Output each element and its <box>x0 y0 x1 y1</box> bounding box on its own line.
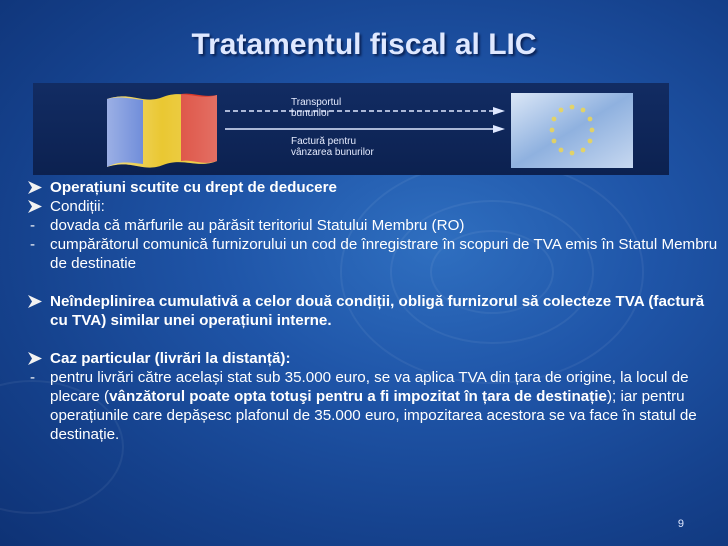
bullet-item <box>28 292 718 330</box>
transport-banner-image <box>33 83 669 175</box>
romania-flag-icon <box>103 89 221 171</box>
dash-marker: - <box>30 369 36 386</box>
dash-text: dovada că mărfurile au părăsit teritoriul Statului Membru (RO) <box>50 217 465 234</box>
arrow-bullet-icon <box>28 178 46 194</box>
bullet-item <box>28 349 718 368</box>
page-number: 9 <box>677 518 684 530</box>
arrow-bullet-icon <box>28 349 46 365</box>
arrow-label-line: Factură pentru <box>291 136 357 147</box>
bullet-text: Caz particular (livrări la distanță): <box>50 350 291 367</box>
bullet-text: Operațiuni scutite cu drept de deducere <box>50 179 337 196</box>
arrow-bullet-icon <box>28 197 46 213</box>
arrow-label-line: vânzarea bunurilor <box>291 147 374 158</box>
dash-text-bold: vânzătorul poate opta totuşi pentru a fi impozitat în țara de destinație <box>109 388 607 405</box>
bullet-item <box>28 197 718 216</box>
transport-arrows <box>223 83 513 175</box>
dash-text: pentru livrări către același stat sub 35.000 euro, se va aplica TVA din țara de origine, la locul de plecare ( <box>50 369 689 405</box>
dash-marker: - <box>30 217 36 234</box>
bullet-text: Neîndeplinirea cumulativă a celor două condiții, obligă furnizorul să colecteze TVA (factură cu TVA) similar unei operațiuni interne. <box>50 293 705 329</box>
eu-flag-icon <box>511 93 633 168</box>
dash-marker: - <box>30 236 36 253</box>
dash-item <box>28 216 718 235</box>
arrow-label-line: Transportul <box>291 97 342 108</box>
dash-text: ); iar pentru operațiunile care depășesc plafonul de 35.000 euro, impozitarea acestora se va face în statul de destinație. <box>50 388 697 443</box>
arrow-label-transport <box>291 97 341 119</box>
dash-item <box>28 368 718 444</box>
bullet-item <box>28 178 718 197</box>
bullet-text: Condiții: <box>50 198 105 215</box>
dash-item <box>28 235 718 273</box>
arrow-bullet-icon <box>28 292 46 308</box>
dash-text: cumpărătorul comunică furnizorului un cod de înregistrare în scopuri de TVA emis în Statul Membru de destinatie <box>50 236 718 272</box>
slide-content <box>28 178 718 444</box>
slide-title: Tratamentul fiscal al LIC <box>191 28 537 61</box>
arrow-label-line: bunurilor <box>291 108 330 119</box>
arrow-label-invoice <box>291 136 374 158</box>
